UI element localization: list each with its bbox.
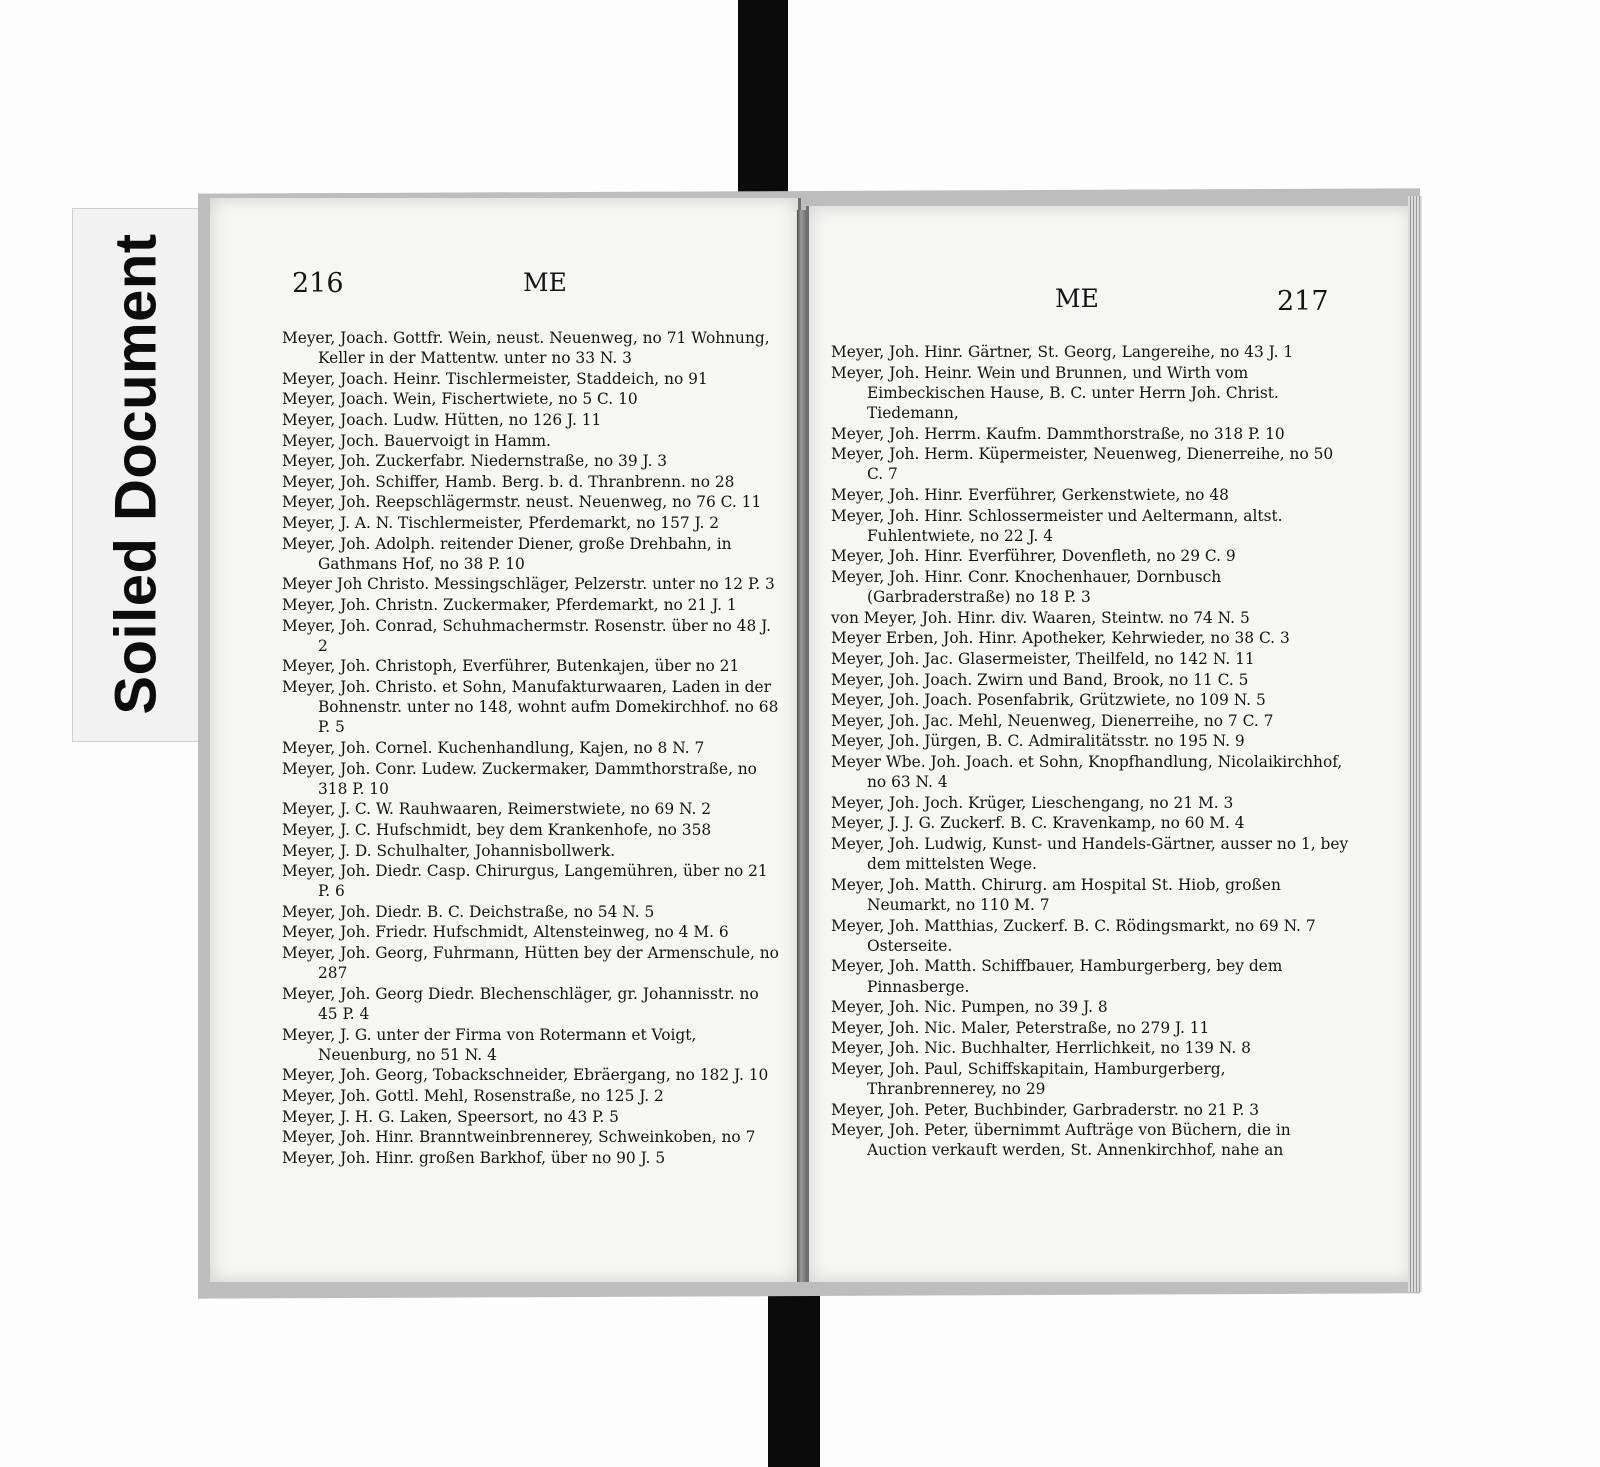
directory-entry: Meyer Wbe. Joh. Joach. et Sohn, Knopfhandlung, Nicolaikirchhof, no 63 N. 4 xyxy=(831,752,1343,792)
directory-entry: Meyer, Joh. Hinr. Everführer, Gerkenstwiete, no 48 xyxy=(831,485,1229,504)
directory-entry: Meyer, Joh. Adolph. reitender Diener, große Drehbahn, in Gathmans Hof, no 38 P. 10 xyxy=(282,534,732,573)
directory-entry: Meyer, Joh. Hinr. großen Barkhof, über no 90 J. 5 xyxy=(282,1148,666,1167)
directory-entry: Meyer, Joach. Heinr. Tischlermeister, Staddeich, no 91 xyxy=(282,369,708,388)
directory-entry: Meyer, Joh. Nic. Maler, Peterstraße, no 279 J. 11 xyxy=(831,1018,1210,1037)
directory-entry: Meyer, Joh. Conrad, Schuhmachermstr. Rosenstr. über no 48 J. 2 xyxy=(282,616,772,655)
directory-entry: Meyer, Joach. Ludw. Hütten, no 126 J. 11 xyxy=(282,410,602,429)
directory-entry: Meyer, J. A. N. Tischlermeister, Pferdemarkt, no 157 J. 2 xyxy=(282,513,720,532)
directory-entry: Meyer, Joh. Hinr. Everführer, Dovenfleth, no 29 C. 9 xyxy=(831,547,1236,566)
directory-entry: Meyer, J. C. Hufschmidt, bey dem Krankenhofe, no 358 xyxy=(282,820,712,839)
directory-entry: Meyer, J. C. W. Rauhwaaren, Reimerstwiete, no 69 N. 2 xyxy=(282,800,712,819)
right-page-number: 217 xyxy=(1277,286,1329,317)
directory-entry: Meyer, J. J. G. Zuckerf. B. C. Kravenkamp, no 60 M. 4 xyxy=(831,814,1245,833)
directory-entry: Meyer, Joh. Zuckerfabr. Niedernstraße, no 39 J. 3 xyxy=(282,452,668,471)
right-running-head: ME xyxy=(1055,284,1099,313)
left-page xyxy=(210,198,801,1282)
directory-entry: Meyer, Joh. Joach. Zwirn und Band, Brook, no 11 C. 5 xyxy=(831,670,1249,689)
directory-entry: Meyer, Joh. Diedr. Casp. Chirurgus, Langemühren, über no 21 P. 6 xyxy=(282,862,768,901)
directory-entry: Meyer, Joh. Cornel. Kuchenhandlung, Kajen, no 8 N. 7 xyxy=(282,738,705,757)
directory-entry: Meyer, Joh. Christoph, Everführer, Butenkajen, über no 21 xyxy=(282,657,740,676)
directory-entry: Meyer, Joh. Reepschlägermstr. neust. Neuenweg, no 76 C. 11 xyxy=(282,493,762,512)
directory-entry: Meyer, Joh. Peter, Buchbinder, Garbraderstr. no 21 P. 3 xyxy=(831,1100,1260,1119)
directory-entry: Meyer, Joh. Ludwig, Kunst- und Handels-Gärtner, ausser no 1, bey dem mittelsten Wege. xyxy=(831,834,1349,874)
right-page xyxy=(806,206,1413,1282)
directory-entry: Meyer, Joh. Heinr. Wein und Brunnen, und Wirth vom Eimbeckischen Hause, B. C. unter Herrn Joh. Christ. Tiedemann, xyxy=(831,363,1279,422)
directory-entry: Meyer, Joh. Diedr. B. C. Deichstraße, no 54 N. 5 xyxy=(282,902,655,921)
directory-entry: von Meyer, Joh. Hinr. div. Waaren, Steintw. no 74 N. 5 xyxy=(831,608,1250,627)
directory-entry: Meyer, Joh. Gottl. Mehl, Rosenstraße, no 125 J. 2 xyxy=(282,1087,664,1106)
directory-entry: Meyer, Joh. Peter, übernimmt Aufträge von Büchern, die in Auction verkauft werden, St. Annenkirchhof, nahe an xyxy=(831,1121,1291,1160)
directory-entry: Meyer, Joh. Joch. Krüger, Lieschengang, no 21 M. 3 xyxy=(831,793,1234,812)
directory-entry: Meyer, Joh. Hinr. Schlossermeister und Aeltermann, altst. Fuhlentwiete, no 22 J. 4 xyxy=(831,506,1283,545)
left-entry-list xyxy=(282,328,782,1168)
directory-entry: Meyer, Joh. Hinr. Gärtner, St. Georg, Langereihe, no 43 J. 1 xyxy=(831,343,1294,361)
directory-entry: Meyer Joh Christo. Messingschläger, Pelzerstr. unter no 12 P. 3 xyxy=(282,575,775,594)
directory-entry: Meyer, Joh. Schiffer, Hamb. Berg. b. d. Thranbrenn. no 28 xyxy=(282,472,735,491)
directory-entry: Meyer, Joh. Georg, Fuhrmann, Hütten bey der Armenschule, no 287 xyxy=(282,944,779,983)
directory-entry: Meyer, Joh. Hinr. Conr. Knochenhauer, Dornbusch (Garbraderstraße) no 18 P. 3 xyxy=(831,567,1222,607)
directory-entry: Meyer, Joh. Jac. Mehl, Neuenweg, Dienerreihe, no 7 C. 7 xyxy=(831,711,1274,730)
directory-entry: Meyer, Joh. Hinr. Branntweinbrennerey, Schweinkoben, no 7 xyxy=(282,1128,756,1147)
directory-entry: Meyer, Joh. Herm. Küpermeister, Neuenweg, Dienerreihe, no 50 C. 7 xyxy=(831,445,1334,484)
directory-entry: Meyer, Joh. Christn. Zuckermaker, Pferdemarkt, no 21 J. 1 xyxy=(282,595,737,614)
directory-entry: Meyer, Joh. Friedr. Hufschmidt, Altensteinweg, no 4 M. 6 xyxy=(282,923,729,942)
directory-entry: Meyer, Joh. Georg, Tobackschneider, Ebräergang, no 182 J. 10 xyxy=(282,1066,769,1085)
directory-entry: Meyer, Joch. Bauervoigt in Hamm. xyxy=(282,431,551,450)
directory-entry: Meyer, Joh. Paul, Schiffskapitain, Hamburgerberg, Thranbrennerey, no 29 xyxy=(831,1059,1226,1099)
right-entry-list xyxy=(831,342,1351,1161)
directory-entry: Meyer, Joach. Gottfr. Wein, neust. Neuenweg, no 71 Wohnung, Keller in der Mattentw. unter no 33 N. 3 xyxy=(282,329,770,368)
left-page-number: 216 xyxy=(292,268,344,299)
directory-entry: Meyer, Joh. Christo. et Sohn, Manufakturwaaren, Laden in der Bohnenstr. unter no 148, wohnt aufm Domekirchhof. no 68 P. 5 xyxy=(282,677,779,737)
directory-entry: Meyer, Joh. Joach. Posenfabrik, Grützwiete, no 109 N. 5 xyxy=(831,691,1266,710)
directory-entry: Meyer, Joh. Matth. Chirurg. am Hospital St. Hiob, großen Neumarkt, no 110 M. 7 xyxy=(831,875,1281,914)
directory-entry: Meyer Erben, Joh. Hinr. Apotheker, Kehrwieder, no 38 C. 3 xyxy=(831,629,1290,648)
directory-entry: Meyer, Joh. Jac. Glasermeister, Theilfeld, no 142 N. 11 xyxy=(831,649,1255,668)
directory-entry: Meyer, Joh. Matthias, Zuckerf. B. C. Rödingsmarkt, no 69 N. 7 Osterseite. xyxy=(831,916,1316,955)
page-edges xyxy=(1408,196,1422,1292)
directory-entry: Meyer, Joh. Georg Diedr. Blechenschläger, gr. Johannisstr. no 45 P. 4 xyxy=(282,984,759,1024)
soiled-document-label-text: Soiled Document xyxy=(103,233,169,715)
black-strip-top xyxy=(738,0,788,218)
directory-entry: Meyer, J. G. unter der Firma von Rotermann et Voigt, Neuenburg, no 51 N. 4 xyxy=(282,1025,697,1064)
directory-entry: Meyer, Joh. Nic. Buchhalter, Herrlichkeit, no 139 N. 8 xyxy=(831,1039,1251,1058)
directory-entry: Meyer, Joh. Nic. Pumpen, no 39 J. 8 xyxy=(831,998,1108,1017)
directory-entry: Meyer, Joh. Herrm. Kaufm. Dammthorstraße, no 318 P. 10 xyxy=(831,424,1285,443)
directory-entry: Meyer, Joh. Conr. Ludew. Zuckermaker, Dammthorstraße, no 318 P. 10 xyxy=(282,759,757,798)
directory-entry: Meyer, J. D. Schulhalter, Johannisbollwerk. xyxy=(282,841,616,860)
directory-entry: Meyer, J. H. G. Laken, Speersort, no 43 P. 5 xyxy=(282,1107,619,1126)
directory-entry: Meyer, Joh. Matth. Schiffbauer, Hamburgerberg, bey dem Pinnasberge. xyxy=(831,957,1283,996)
directory-entry: Meyer, Joh. Jürgen, B. C. Admiralitätsstr. no 195 N. 9 xyxy=(831,732,1245,751)
left-running-head: ME xyxy=(523,268,567,297)
directory-entry: Meyer, Joach. Wein, Fischertwiete, no 5 C. 10 xyxy=(282,390,638,409)
black-strip-bottom xyxy=(768,1268,820,1467)
